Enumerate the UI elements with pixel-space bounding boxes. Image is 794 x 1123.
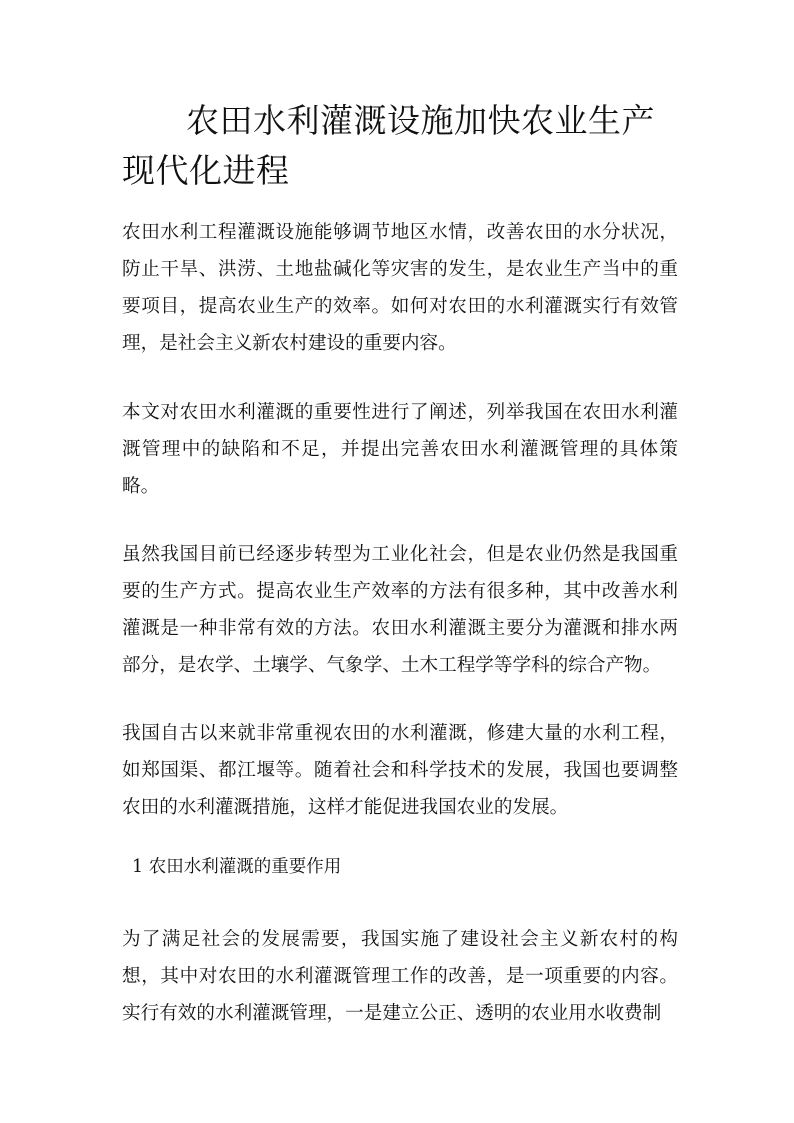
document-title: 农田水利灌溉设施加快农业生产现代化进程 [122,101,655,190]
paragraph-section-1: 为了满足社会的发展需要，我国实施了建设社会主义新农村的构想，其中对农田的水利灌溉管理工作的改善，是一项重要的内容。实行有效的水利灌溉管理，一是建立公正、透明的农业用水收费制 [122,929,678,1024]
paragraph-summary: 本文对农田水利灌溉的重要性进行了阐述，列举我国在农田水利灌溉管理中的缺陷和不足，并提出完善农田水利灌溉管理的具体策略。 [122,402,678,497]
paragraph-history: 我国自古以来就非常重视农田的水利灌溉，修建大量的水利工程，如郑国渠、都江堰等。随着社会和科学技术的发展，我国也要调整农田的水利灌溉措施，这样才能促进我国农业的发展。 [122,723,678,818]
section-heading: 1 农田水利灌溉的重要作用 [132,857,342,877]
paragraph-intro: 农田水利工程灌溉设施能够调节地区水情，改善农田的水分状况，防止干旱、洪涝、土地盐碱化等灾害的发生，是农业生产当中的重要项目，提高农业生产的效率。如何对农田的水利灌溉实行有效管理，是社会主义新农村建设的重要内容。 [122,222,678,354]
paragraph-background: 虽然我国目前已经逐步转型为工业化社会，但是农业仍然是我国重要的生产方式。提高农业生产效率的方法有很多种，其中改善水利灌溉是一种非常有效的方法。农田水利灌溉主要分为灌溉和排水两部分，是农学、土壤学、气象学、土木工程学等学科的综合产物。 [122,544,678,676]
